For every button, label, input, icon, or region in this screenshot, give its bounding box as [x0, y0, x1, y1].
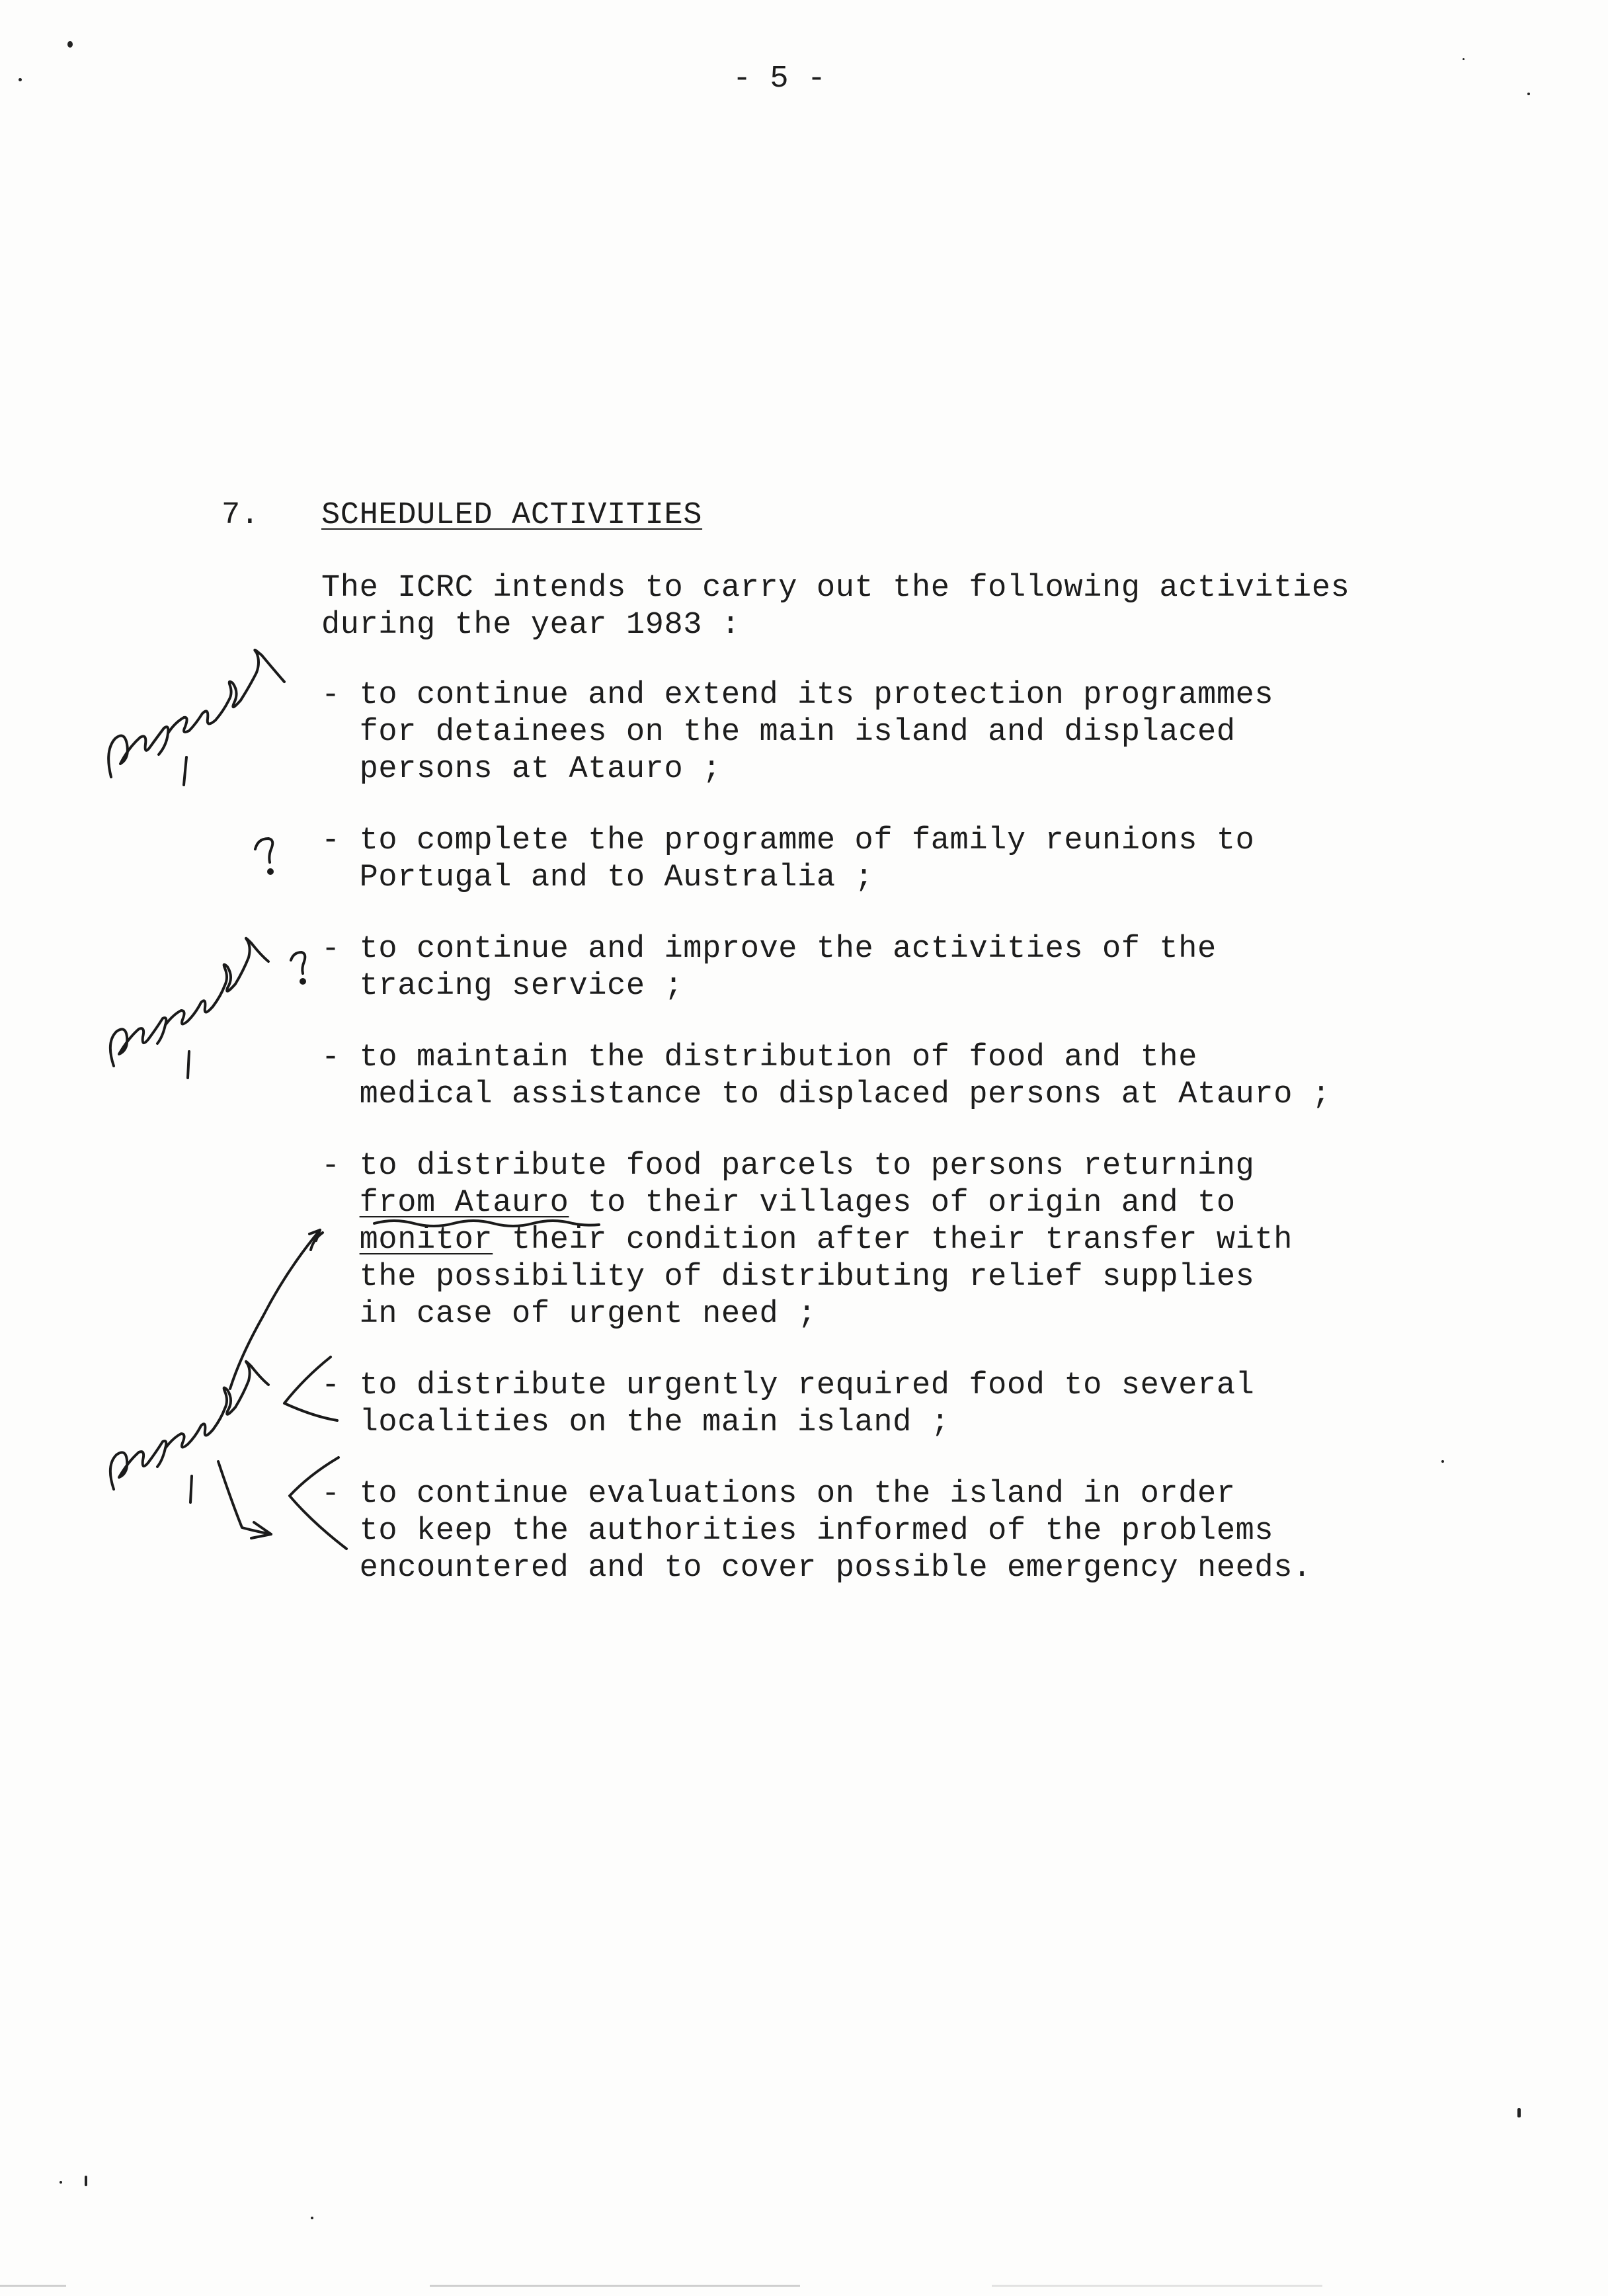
activity-line: Portugal and to Australia ; — [321, 860, 874, 895]
handwritten-suspended-note — [108, 650, 284, 785]
intro-paragraph-line: during the year 1983 : — [321, 608, 741, 643]
activity-line: - to continue evaluations on the island in order — [321, 1477, 1236, 1512]
handwritten-suspended-question — [110, 938, 305, 1078]
scan-speck — [1517, 2108, 1521, 2117]
activity-line: - to distribute food parcels to persons returning — [321, 1149, 1255, 1184]
activity-line: - to complete the programme of family reunions to — [321, 823, 1255, 858]
scan-speck — [1441, 1460, 1444, 1463]
scan-speck — [60, 2181, 62, 2184]
scan-edge-line — [0, 2285, 66, 2287]
activity-line: for detainees on the main island and displaced — [321, 715, 1236, 750]
activity-line: encountered and to cover possible emergency needs. — [321, 1551, 1312, 1586]
scan-speck — [19, 78, 22, 81]
scan-speck — [311, 2217, 313, 2219]
scan-speck — [1463, 58, 1465, 60]
activity-line: - to distribute urgently required food to several — [321, 1368, 1255, 1403]
scan-speck — [1527, 93, 1530, 95]
section-title: SCHEDULED ACTIVITIES — [321, 498, 703, 533]
activity-line: the possibility of distributing relief supplies — [321, 1260, 1255, 1295]
page-number: - 5 - — [733, 62, 826, 97]
handwritten-question-mark — [255, 839, 272, 874]
activity-line: tracing service ; — [321, 969, 684, 1004]
activity-line: - to maintain the distribution of food and the — [321, 1040, 1198, 1075]
handwritten-suspended-note — [110, 1362, 268, 1502]
activity-line: persons at Atauro ; — [321, 752, 721, 787]
activity-line: monitor their condition after their transfer with — [359, 1223, 1293, 1258]
activity-line: from Atauro to their villages of origin and to — [359, 1186, 1236, 1221]
scan-speck — [67, 41, 73, 48]
activity-line: in case of urgent need ; — [321, 1297, 817, 1332]
intro-paragraph-line: The ICRC intends to carry out the following activities — [321, 571, 1350, 606]
activity-line: - to continue and improve the activities of the — [321, 932, 1217, 967]
scan-edge-line — [992, 2285, 1322, 2287]
activity-line: medical assistance to displaced persons at Atauro ; — [321, 1077, 1331, 1112]
section-number: 7. — [221, 498, 260, 533]
underlined-word: monitor — [359, 1223, 493, 1258]
scan-speck — [85, 2176, 87, 2186]
activity-line: localities on the main island ; — [321, 1405, 950, 1440]
scan-edge-line — [430, 2285, 800, 2287]
activity-line: to keep the authorities informed of the problems — [321, 1514, 1274, 1549]
underlined-phrase: from Atauro — [359, 1186, 569, 1221]
activity-line: - to continue and extend its protection programmes — [321, 678, 1274, 713]
